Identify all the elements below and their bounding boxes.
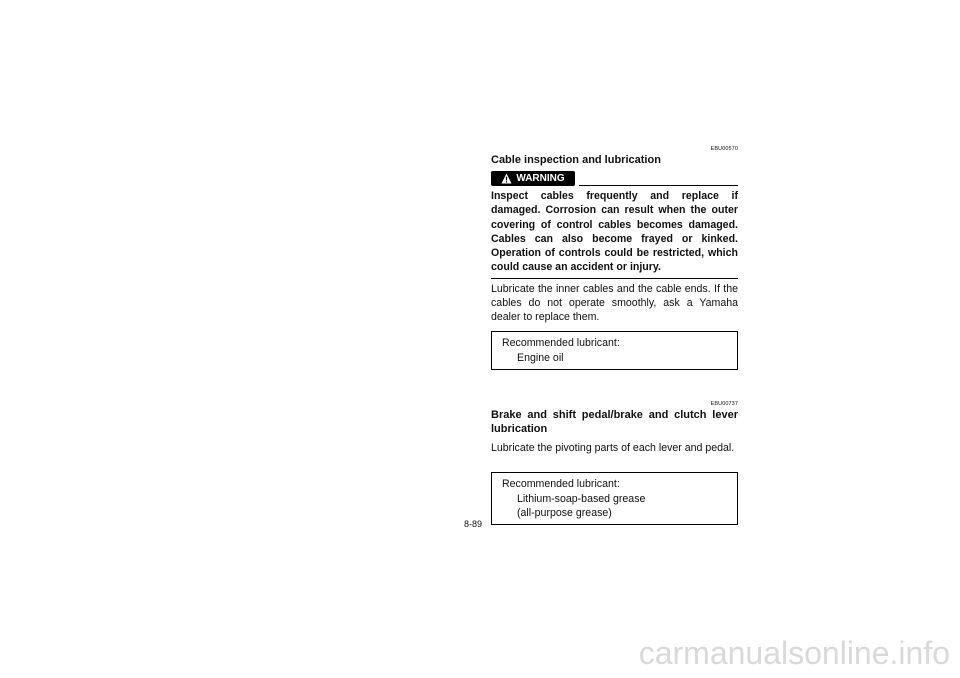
warning-text: Inspect cables frequently and replace if damaged. Corrosion can result when the outer covering of control cables becomes damaged. Cables can also become frayed or kinked. Operation of controls could be restricted, which could cause an accident or injury. (491, 189, 738, 279)
lubricant-box (491, 331, 738, 370)
section-code: EBU00570 (710, 146, 738, 152)
warning-rule (579, 185, 738, 186)
lubricant-value: Lithium-soap-based grease (517, 492, 646, 505)
warning-badge (491, 171, 575, 186)
lubricant-label: Recommended lubricant: (502, 337, 620, 349)
section-pedal-lever (491, 401, 738, 455)
section-code: EBU00737 (710, 401, 738, 407)
warning-label: WARNING (516, 173, 565, 184)
body-text: Lubricate the pivoting parts of each lever and pedal. (491, 442, 735, 454)
section-title: Cable inspection and lubrication (491, 154, 661, 166)
warning-triangle-icon (501, 173, 512, 184)
body-text: Lubricate the inner cables and the cable ends. If the cables do not operate smoothly, ask a Yamaha dealer to replace them. (491, 282, 738, 324)
section-cable-inspection (491, 146, 738, 325)
warning-header (491, 171, 738, 186)
watermark: carmanualsonline.info (638, 635, 950, 671)
section-title: Brake and shift pedal/brake and clutch lever lubrication (491, 409, 738, 435)
lubricant-value: (all-purpose grease) (517, 507, 612, 519)
lubricant-box (491, 472, 738, 525)
page-number: 8-89 (464, 519, 483, 529)
lubricant-label: Recommended lubricant: (502, 478, 620, 490)
lubricant-value: Engine oil (517, 351, 564, 364)
